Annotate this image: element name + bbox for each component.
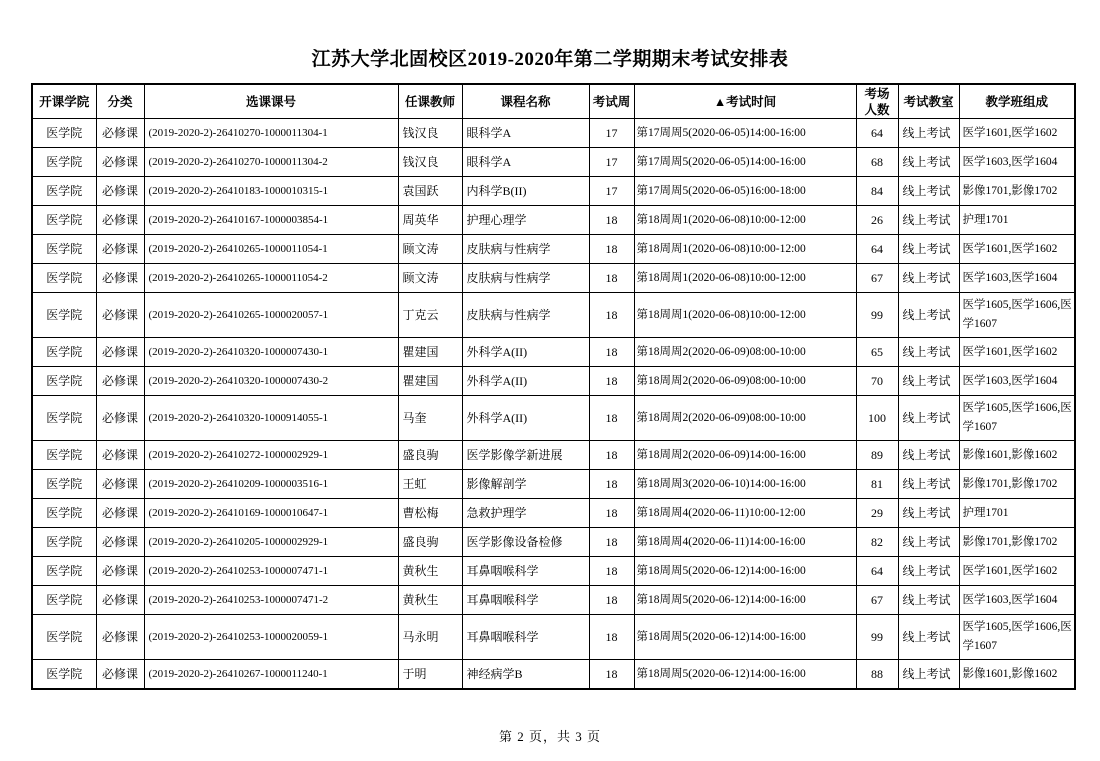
table-cell: 线上考试 (898, 148, 959, 177)
table-cell: 必修课 (96, 338, 144, 367)
table-cell: 外科学A(II) (462, 367, 589, 396)
table-cell: 第18周周4(2020-06-11)14:00-16:00 (634, 528, 856, 557)
table-cell: 18 (589, 528, 634, 557)
table-cell: 必修课 (96, 264, 144, 293)
table-cell: 医学院 (32, 441, 96, 470)
column-header: 考场人数 (856, 84, 898, 119)
exam-schedule-table (31, 83, 1076, 690)
table-cell: (2019-2020-2)-26410270-1000011304-2 (144, 148, 398, 177)
table-cell: 线上考试 (898, 235, 959, 264)
table-cell: 必修课 (96, 396, 144, 441)
table-cell: 医学院 (32, 264, 96, 293)
table-cell: 急救护理学 (462, 499, 589, 528)
table-cell: (2019-2020-2)-26410265-1000011054-1 (144, 235, 398, 264)
table-cell: 18 (589, 235, 634, 264)
table-cell: 医学院 (32, 499, 96, 528)
table-cell: 68 (856, 148, 898, 177)
table-row (32, 206, 1075, 235)
table-cell: 线上考试 (898, 557, 959, 586)
table-row (32, 177, 1075, 206)
table-row (32, 148, 1075, 177)
table-row (32, 264, 1075, 293)
table-cell: 第18周周2(2020-06-09)14:00-16:00 (634, 441, 856, 470)
table-cell: 医学1605,医学1606,医学1607 (959, 293, 1075, 338)
table-cell: 必修课 (96, 557, 144, 586)
table-cell: 外科学A(II) (462, 396, 589, 441)
table-cell: 钱汉良 (398, 119, 462, 148)
table-cell: 皮肤病与性病学 (462, 235, 589, 264)
table-cell: 18 (589, 660, 634, 690)
table-cell: 钱汉良 (398, 148, 462, 177)
table-cell: 医学院 (32, 528, 96, 557)
table-cell: 29 (856, 499, 898, 528)
table-cell: (2019-2020-2)-26410320-1000914055-1 (144, 396, 398, 441)
table-cell: 医学院 (32, 396, 96, 441)
table-row (32, 235, 1075, 264)
table-cell: 影像1601,影像1602 (959, 441, 1075, 470)
table-cell: 医学院 (32, 119, 96, 148)
table-cell: 必修课 (96, 499, 144, 528)
table-cell: 护理1701 (959, 206, 1075, 235)
column-header: 考试教室 (898, 84, 959, 119)
table-row (32, 557, 1075, 586)
page-number: 第 2 页，共 3 页 (498, 729, 601, 744)
table-cell: 第17周周5(2020-06-05)14:00-16:00 (634, 119, 856, 148)
table-cell: 必修课 (96, 586, 144, 615)
table-cell: 医学院 (32, 615, 96, 660)
table-cell: 瞿建国 (398, 338, 462, 367)
column-header: 分类 (96, 84, 144, 119)
table-cell: 医学1603,医学1604 (959, 148, 1075, 177)
table-cell: 第18周周4(2020-06-11)10:00-12:00 (634, 499, 856, 528)
table-cell: 马永明 (398, 615, 462, 660)
table-cell: 影像1701,影像1702 (959, 177, 1075, 206)
table-cell: 耳鼻咽喉科学 (462, 586, 589, 615)
table-cell: 84 (856, 177, 898, 206)
table-cell: 必修课 (96, 206, 144, 235)
table-cell: 100 (856, 396, 898, 441)
table-row (32, 396, 1075, 441)
table-row (32, 338, 1075, 367)
table-cell: (2019-2020-2)-26410270-1000011304-1 (144, 119, 398, 148)
table-cell: 盛良驹 (398, 441, 462, 470)
table-cell: 18 (589, 264, 634, 293)
table-cell: 袁国跃 (398, 177, 462, 206)
table-cell: 18 (589, 557, 634, 586)
table-cell: 18 (589, 615, 634, 660)
table-cell: 线上考试 (898, 396, 959, 441)
table-cell: 影像解剖学 (462, 470, 589, 499)
table-cell: 医学1605,医学1606,医学1607 (959, 615, 1075, 660)
table-cell: 第18周周5(2020-06-12)14:00-16:00 (634, 615, 856, 660)
table-cell: 皮肤病与性病学 (462, 264, 589, 293)
table-cell: 18 (589, 396, 634, 441)
table-cell: 70 (856, 367, 898, 396)
table-cell: 17 (589, 177, 634, 206)
table-cell: 医学院 (32, 660, 96, 690)
table-cell: 医学院 (32, 367, 96, 396)
table-cell: 第18周周1(2020-06-08)10:00-12:00 (634, 206, 856, 235)
table-cell: 影像1601,影像1602 (959, 660, 1075, 690)
table-cell: 曹松梅 (398, 499, 462, 528)
table-cell: 必修课 (96, 615, 144, 660)
table-cell: 眼科学A (462, 119, 589, 148)
table-cell: 医学院 (32, 470, 96, 499)
table-cell: 线上考试 (898, 177, 959, 206)
table-cell: (2019-2020-2)-26410265-1000020057-1 (144, 293, 398, 338)
table-cell: (2019-2020-2)-26410209-1000003516-1 (144, 470, 398, 499)
table-cell: (2019-2020-2)-26410320-1000007430-1 (144, 338, 398, 367)
table-cell: 第18周周3(2020-06-10)14:00-16:00 (634, 470, 856, 499)
table-cell: (2019-2020-2)-26410320-1000007430-2 (144, 367, 398, 396)
table-body (32, 119, 1075, 690)
table-cell: 第17周周5(2020-06-05)16:00-18:00 (634, 177, 856, 206)
table-cell: 医学1605,医学1606,医学1607 (959, 396, 1075, 441)
table-cell: 第18周周5(2020-06-12)14:00-16:00 (634, 557, 856, 586)
table-cell: 18 (589, 338, 634, 367)
table-cell: 线上考试 (898, 293, 959, 338)
table-cell: 线上考试 (898, 528, 959, 557)
table-row (32, 119, 1075, 148)
table-cell: 黄秋生 (398, 586, 462, 615)
table-cell: 18 (589, 367, 634, 396)
table-cell: 18 (589, 586, 634, 615)
table-cell: 65 (856, 338, 898, 367)
table-cell: (2019-2020-2)-26410267-1000011240-1 (144, 660, 398, 690)
table-cell: 第18周周2(2020-06-09)08:00-10:00 (634, 338, 856, 367)
table-cell: 必修课 (96, 470, 144, 499)
table-cell: 线上考试 (898, 119, 959, 148)
table-cell: 18 (589, 206, 634, 235)
column-header: ▲考试时间 (634, 84, 856, 119)
table-header (32, 84, 1075, 119)
table-row (32, 499, 1075, 528)
table-cell: 18 (589, 441, 634, 470)
table-cell: (2019-2020-2)-26410265-1000011054-2 (144, 264, 398, 293)
table-row (32, 367, 1075, 396)
table-cell: 医学院 (32, 235, 96, 264)
table-cell: 线上考试 (898, 367, 959, 396)
table-cell: 医学1601,医学1602 (959, 235, 1075, 264)
table-cell: 99 (856, 615, 898, 660)
table-row (32, 660, 1075, 690)
page-title: 江苏大学北固校区2019-2020年第二学期期末考试安排表 (311, 49, 789, 70)
table-cell: 线上考试 (898, 338, 959, 367)
table-cell: 18 (589, 470, 634, 499)
table-cell: 82 (856, 528, 898, 557)
table-cell: (2019-2020-2)-26410253-1000020059-1 (144, 615, 398, 660)
table-cell: 67 (856, 264, 898, 293)
column-header: 考试周 (589, 84, 634, 119)
table-cell: (2019-2020-2)-26410183-1000010315-1 (144, 177, 398, 206)
column-header: 开课学院 (32, 84, 96, 119)
table-cell: (2019-2020-2)-26410167-1000003854-1 (144, 206, 398, 235)
table-row (32, 293, 1075, 338)
table-cell: 马奎 (398, 396, 462, 441)
table-cell: 于明 (398, 660, 462, 690)
table-cell: 必修课 (96, 441, 144, 470)
table-cell: 99 (856, 293, 898, 338)
table-cell: 线上考试 (898, 615, 959, 660)
table-cell: 盛良驹 (398, 528, 462, 557)
table-cell: 必修课 (96, 660, 144, 690)
table-cell: 瞿建国 (398, 367, 462, 396)
table-row (32, 586, 1075, 615)
table-cell: 必修课 (96, 148, 144, 177)
table-cell: 医学院 (32, 557, 96, 586)
table-cell: 89 (856, 441, 898, 470)
table-cell: 医学院 (32, 148, 96, 177)
table-cell: 64 (856, 235, 898, 264)
table-cell: 影像1701,影像1702 (959, 470, 1075, 499)
table-cell: 医学院 (32, 206, 96, 235)
table-cell: 线上考试 (898, 586, 959, 615)
table-cell: 医学院 (32, 177, 96, 206)
table-cell: (2019-2020-2)-26410272-1000002929-1 (144, 441, 398, 470)
table-cell: 第18周周5(2020-06-12)14:00-16:00 (634, 660, 856, 690)
table-cell: 医学1603,医学1604 (959, 264, 1075, 293)
table-cell: 第18周周1(2020-06-08)10:00-12:00 (634, 235, 856, 264)
table-cell: (2019-2020-2)-26410169-1000010647-1 (144, 499, 398, 528)
table-row (32, 470, 1075, 499)
table-cell: 线上考试 (898, 264, 959, 293)
table-cell: 影像1701,影像1702 (959, 528, 1075, 557)
table-cell: 内科学B(II) (462, 177, 589, 206)
table-cell: 护理1701 (959, 499, 1075, 528)
table-cell: 必修课 (96, 235, 144, 264)
table-cell: 必修课 (96, 528, 144, 557)
table-cell: 医学1601,医学1602 (959, 557, 1075, 586)
column-header: 教学班组成 (959, 84, 1075, 119)
table-cell: 26 (856, 206, 898, 235)
table-cell: 线上考试 (898, 206, 959, 235)
table-cell: 67 (856, 586, 898, 615)
table-cell: 必修课 (96, 119, 144, 148)
table-cell: 81 (856, 470, 898, 499)
table-cell: 18 (589, 293, 634, 338)
table-cell: 17 (589, 119, 634, 148)
table-cell: 医学院 (32, 586, 96, 615)
table-cell: 线上考试 (898, 660, 959, 690)
table-row (32, 528, 1075, 557)
table-cell: 顾文涛 (398, 264, 462, 293)
table-cell: 线上考试 (898, 470, 959, 499)
table-row (32, 441, 1075, 470)
table-cell: 神经病学B (462, 660, 589, 690)
table-cell: 皮肤病与性病学 (462, 293, 589, 338)
table-cell: 第18周周5(2020-06-12)14:00-16:00 (634, 586, 856, 615)
table-cell: 医学1603,医学1604 (959, 586, 1075, 615)
table-cell: 外科学A(II) (462, 338, 589, 367)
table-cell: 第18周周2(2020-06-09)08:00-10:00 (634, 367, 856, 396)
table-cell: 必修课 (96, 367, 144, 396)
table-cell: 必修课 (96, 293, 144, 338)
table-cell: 64 (856, 557, 898, 586)
table-cell: 耳鼻咽喉科学 (462, 557, 589, 586)
table-cell: 医学院 (32, 293, 96, 338)
table-cell: 眼科学A (462, 148, 589, 177)
column-header: 任课教师 (398, 84, 462, 119)
column-header: 课程名称 (462, 84, 589, 119)
table-cell: (2019-2020-2)-26410205-1000002929-1 (144, 528, 398, 557)
table-cell: 第18周周1(2020-06-08)10:00-12:00 (634, 293, 856, 338)
table-cell: 王虹 (398, 470, 462, 499)
table-cell: (2019-2020-2)-26410253-1000007471-1 (144, 557, 398, 586)
table-cell: 医学1601,医学1602 (959, 119, 1075, 148)
table-cell: 黄秋生 (398, 557, 462, 586)
header-row (32, 84, 1075, 119)
table-cell: 护理心理学 (462, 206, 589, 235)
table-cell: 64 (856, 119, 898, 148)
table-cell: 第18周周2(2020-06-09)08:00-10:00 (634, 396, 856, 441)
table-cell: 88 (856, 660, 898, 690)
table-cell: (2019-2020-2)-26410253-1000007471-2 (144, 586, 398, 615)
table-cell: 周英华 (398, 206, 462, 235)
table-cell: 18 (589, 499, 634, 528)
table-cell: 医学1603,医学1604 (959, 367, 1075, 396)
table-cell: 丁克云 (398, 293, 462, 338)
column-header: 选课课号 (144, 84, 398, 119)
table-cell: 第17周周5(2020-06-05)14:00-16:00 (634, 148, 856, 177)
table-cell: 医学影像学新进展 (462, 441, 589, 470)
table-cell: 医学院 (32, 338, 96, 367)
table-cell: 必修课 (96, 177, 144, 206)
table-cell: 线上考试 (898, 499, 959, 528)
table-cell: 17 (589, 148, 634, 177)
table-cell: 医学1601,医学1602 (959, 338, 1075, 367)
table-cell: 顾文涛 (398, 235, 462, 264)
table-cell: 线上考试 (898, 441, 959, 470)
table-cell: 耳鼻咽喉科学 (462, 615, 589, 660)
table-cell: 第18周周1(2020-06-08)10:00-12:00 (634, 264, 856, 293)
table-cell: 医学影像设备检修 (462, 528, 589, 557)
table-row (32, 615, 1075, 660)
